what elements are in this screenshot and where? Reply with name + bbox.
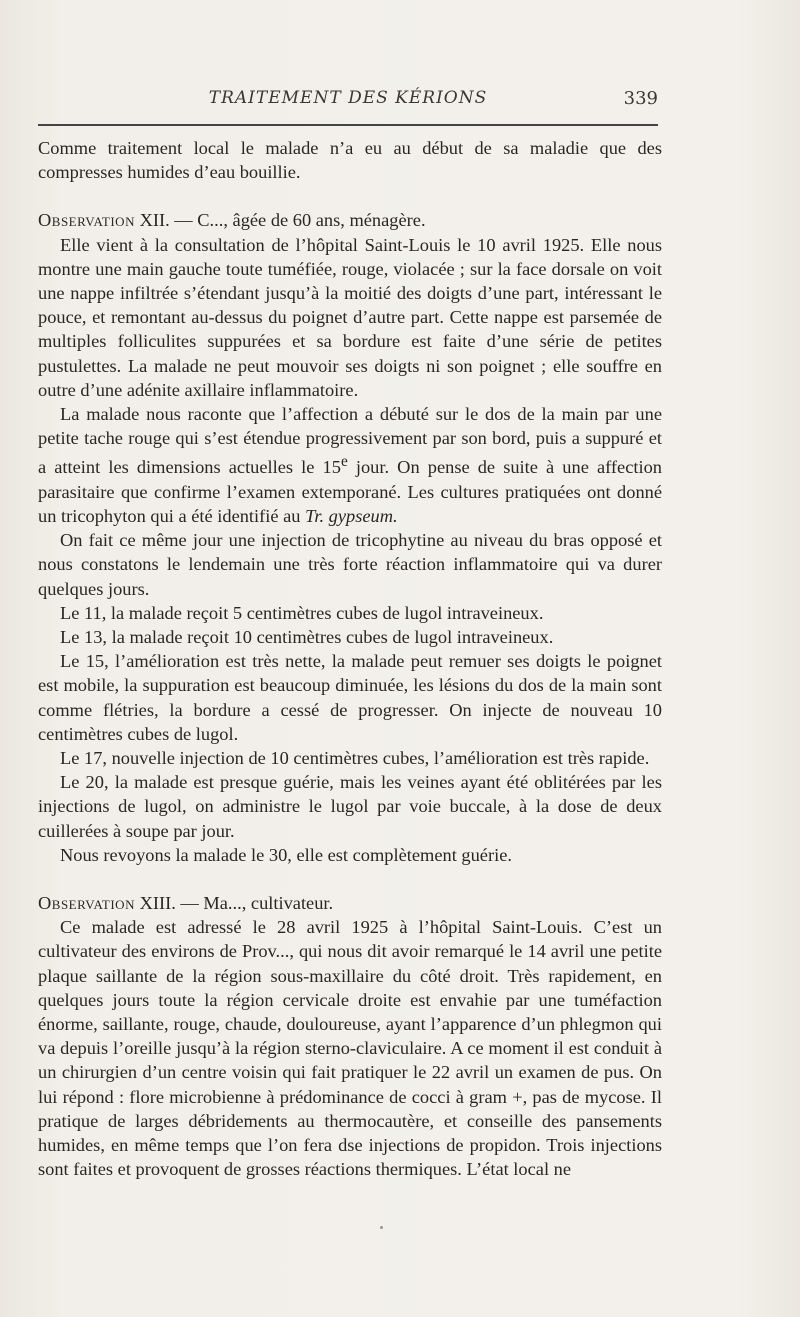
observation-13-label: Observation (38, 893, 135, 914)
observation-12-paragraph: Nous revoyons la malade le 30, elle est complètement guérie. (60, 844, 512, 865)
observation-12-paragraph: Le 13, la malade reçoit 10 centimètres cubes de lugol intraveineux. (60, 626, 554, 647)
page-header (38, 88, 658, 112)
observation-12-paragraph: Le 15, l’amélioration est très nette, la malade peut remuer ses doigts le poignet est mobile, la suppuration est beaucoup diminuée, les lésions du dos de la main sont comme flétries, la bordure a cessé de progresser. On injecte de nouveau 10 centimètres cubes de lugol. (38, 651, 662, 744)
section-gap (38, 867, 662, 891)
species-name: Tr. gypseum. (305, 505, 398, 526)
text-run: La malade nous raconte que l’affection a débuté sur le dos de la main par une petite tache rouge qui s’est étendue progressivement par son bord, puis a suppuré et a atteint les dimensions actuelles le 15 (38, 404, 662, 478)
observation-12-paragraph: Le 17, nouvelle injection de 10 centimètres cubes, l’amélioration est très rapide. (60, 748, 650, 768)
observation-12-title: XII. — C..., âgée de 60 ans, ménagère. (134, 210, 426, 231)
observation-12-paragraph: Le 20, la malade est presque guérie, mais les veines ayant été oblitérées par les injections de lugol, on administre le lugol par voie buccale, à la dose de deux cuillerées à soupe par jour. (38, 772, 662, 841)
text-run: jour. On pense de suite à une affection parasitaire que confirme l’examen extemporané. Les cultures pratiquées ont donné un tricophyton qui a été identifié au (38, 457, 662, 526)
paragraph-intro: Comme traitement local le malade n’a eu au début de sa maladie que des compresses humides d’eau bouillie. (38, 138, 662, 183)
observation-12-paragraph: Le 11, la malade reçoit 5 centimètres cubes de lugol intraveineux. (60, 602, 544, 623)
body-text (38, 136, 662, 1181)
section-gap (38, 184, 662, 208)
page-number: 339 (623, 88, 658, 109)
superscript-e: e (340, 453, 348, 471)
paper-speck (380, 1226, 383, 1229)
observation-13-title: XIII. — Ma..., cultivateur. (134, 893, 334, 914)
observation-12-heading (38, 208, 662, 232)
running-title: TRAITEMENT DES KÉRIONS (208, 88, 488, 108)
observation-13-heading (38, 891, 662, 915)
observation-12-label: Observation (38, 210, 135, 231)
observation-12-paragraph: On fait ce même jour une injection de tricophytine au niveau du bras opposé et nous constatons le lendemain une très forte réaction inflammatoire qui va durer quelques jours. (38, 530, 662, 599)
header-rule (38, 124, 658, 126)
observation-13-paragraph: Ce malade est adressé le 28 avril 1925 à l’hôpital Saint-Louis. C’est un cultivateur des environs de Prov..., qui nous dit avoir remarqué le 14 avril une petite plaque saillante de la région sous-maxillaire du côté droit. Très rapidement, en quelques jours toute la région cervicale droite est envahie par une tuméfaction énorme, saillante, rouge, chaude, douloureuse, ayant l’apparence d’un phlegmon qui va depuis l’oreille jusqu’à la région sterno-claviculaire. A ce moment il est conduit à un chirurgien d’un centre voisin qui fait pratiquer le 22 avril un examen de pus. On lui répond : flore microbienne à prédominance de cocci à gram +, pas de mycose. Il pratique de larges débridements au thermocautère, et conseille des pansements humides, en même temps que l’on fera dse injections de propidon. Trois injections sont faites et provoquent de grosses réactions thermiques. L’état local ne (38, 917, 662, 1180)
observation-12-paragraph: Elle vient à la consultation de l’hôpital Saint-Louis le 10 avril 1925. Elle nous montre une main gauche toute tuméfiée, rouge, violacée ; sur la face dorsale on voit une nappe infiltrée s’étendant jusqu’à la moitié des doigts d’une part, intéressant le pouce, et remontant au-dessus du poignet d’autre part. Cette nappe est parsemée de multiples folliculites suppurées et sa bordure est faite d’une série de petites pustulettes. La malade ne peut mouvoir ses doigts ni son poignet ; elle souffre en outre d’une adénite axillaire inflammatoire. (38, 234, 662, 400)
observation-12-paragraph (38, 402, 662, 528)
